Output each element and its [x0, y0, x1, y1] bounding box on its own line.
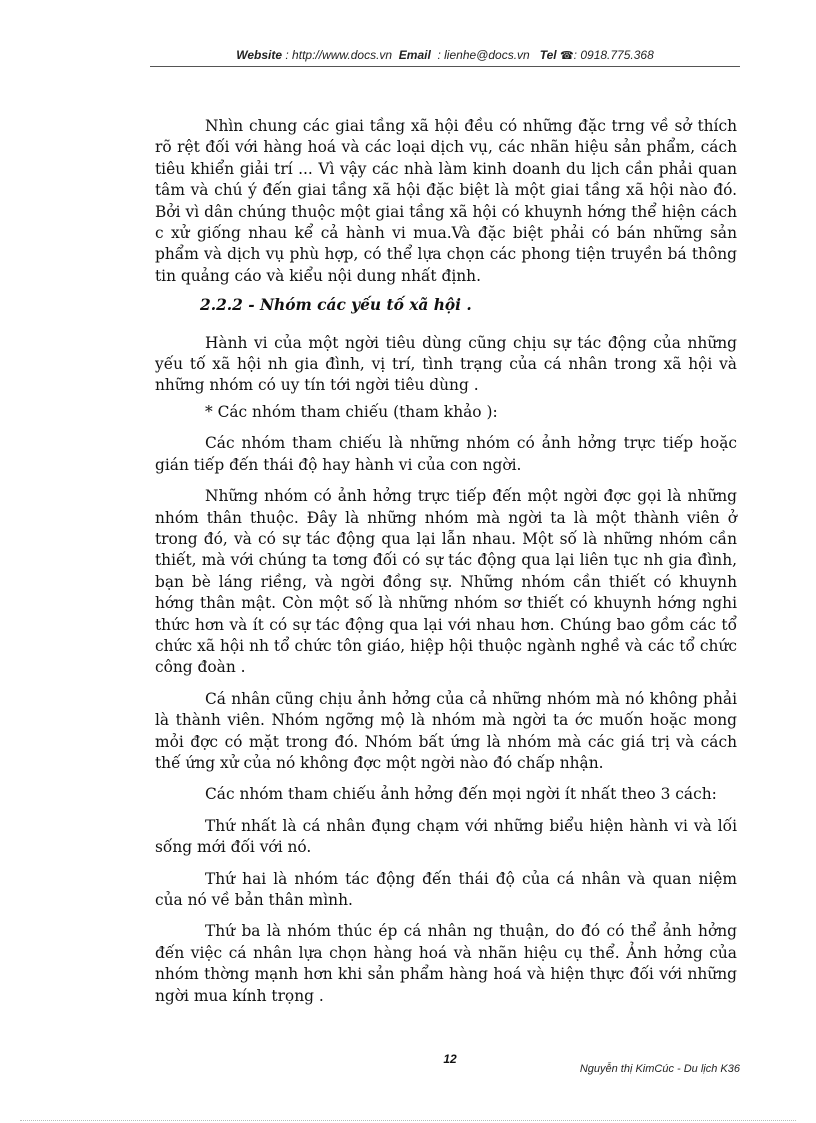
paragraph: Cá nhân cũng chịu ảnh hởng của cả những nhóm mà nó không phải là thành viên. Nhóm ngỡng mộ là nhóm mà ngời ta ớc muốn hoặc mong mỏi đợc có mặt trong đó. Nhóm bất ứng là nhóm mà các giá trị và cách thế ứng xử của nó không đợc một ngời nào đó chấp nhận.: [155, 689, 737, 772]
paragraph: Thứ hai là nhóm tác động đến thái độ của cá nhân và quan niệm của nó về bản thân mình.: [155, 869, 737, 909]
paragraph: Thứ ba là nhóm thúc ép cá nhân ng thuận, do đó có thể ảnh hởng đến việc cá nhân lựa chọn hàng hoá và nhãn hiệu cụ thể. Ảnh hởng của nhóm thờng mạnh hơn khi sản phẩm hàng hoá và hiện thực đối với những ngời mua kính trọng .: [155, 922, 737, 1005]
paragraph: Các nhóm tham chiếu là những nhóm có ảnh hởng trực tiếp hoặc gián tiếp đến thái độ hay hành vi của con ngời.: [155, 434, 737, 474]
tel-label: Tel: [539, 48, 557, 62]
paragraph: * Các nhóm tham chiếu (tham khảo ):: [205, 402, 498, 421]
page-bottom-border: [20, 1120, 796, 1121]
email-value[interactable]: : lienhe@docs.vn: [437, 48, 530, 62]
section-heading: 2.2.2 - Nhóm các yếu tố xã hội .: [200, 296, 472, 315]
phone-icon: ☎: [559, 50, 574, 62]
paragraph: Thứ nhất là cá nhân đụng chạm với những biểu hiện hành vi và lối sống mới đối với nó.: [155, 816, 737, 857]
paragraph: Các nhóm tham chiếu ảnh hởng đến mọi ngời ít nhất theo 3 cách:: [205, 785, 717, 804]
document-body: [155, 116, 737, 1007]
footer-author: Nguyễn thị KimCúc - Du lịch K36: [579, 1063, 740, 1075]
tel-value: : 0918.775.368: [573, 48, 654, 62]
page-number: 12: [443, 1052, 457, 1066]
paragraph: Nhìn chung các giai tầng xã hội đều có những đặc trng về sở thích rõ rệt đối với hàng hoá và các loại dịch vụ, các nhãn hiệu sản phẩm, cách tiêu khiển giải trí ... Vì vậy các nhà làm kinh doanh du lịch cần phải quan tâm và chú ý đến giai tầng xã hội đặc biệt là một giai tầng xã hội nào đó. Bởi vì dân chúng thuộc một giai tầng xã hội có khuynh hớng thể hiện cách c xử giống nhau kể cả hành vi mua.Và đặc biệt phải có bán những sản phẩm và dịch vụ phù hợp, có thể lựa chọn các phong tiện truyền bá thông tin quảng cáo và kiểu nội dung nhất định.: [155, 117, 737, 285]
website-value[interactable]: : http://www.docs.vn: [285, 48, 393, 62]
paragraph: Hành vi của một ngời tiêu dùng cũng chịu sự tác động của những yếu tố xã hội nh gia đình, vị trí, tình trạng của cá nhân trong xã hội và những nhóm có uy tín tới ngời tiêu dùng .: [155, 333, 737, 395]
paragraph: Những nhóm có ảnh hởng trực tiếp đến một ngời đợc gọi là những nhóm thân thuộc. Đây là những nhóm mà ngời ta là một thành viên ở trong đó, và có sự tác động qua lại lẫn nhau. Một số là những nhóm cần thiết, mà với chúng ta tơng đối có sự tác động qua lại liên tục nh gia đình, bạn bè láng riềng, và ngời đồng sự. Những nhóm cần thiết có khuynh hớng thân mật. Còn một số là những nhóm sơ thiết có khuynh hớng nghi thức hơn và ít có sự tác động qua lại với nhau hơn. Chúng bao gồm các tổ chức xã hội nh tổ chức tôn giáo, hiệp hội thuộc ngành nghề và các tổ chức công đoàn .: [155, 487, 737, 677]
email-label: Email: [398, 48, 431, 62]
header-divider: [150, 66, 740, 67]
website-label: Website: [236, 48, 283, 62]
page-header: [150, 48, 740, 62]
